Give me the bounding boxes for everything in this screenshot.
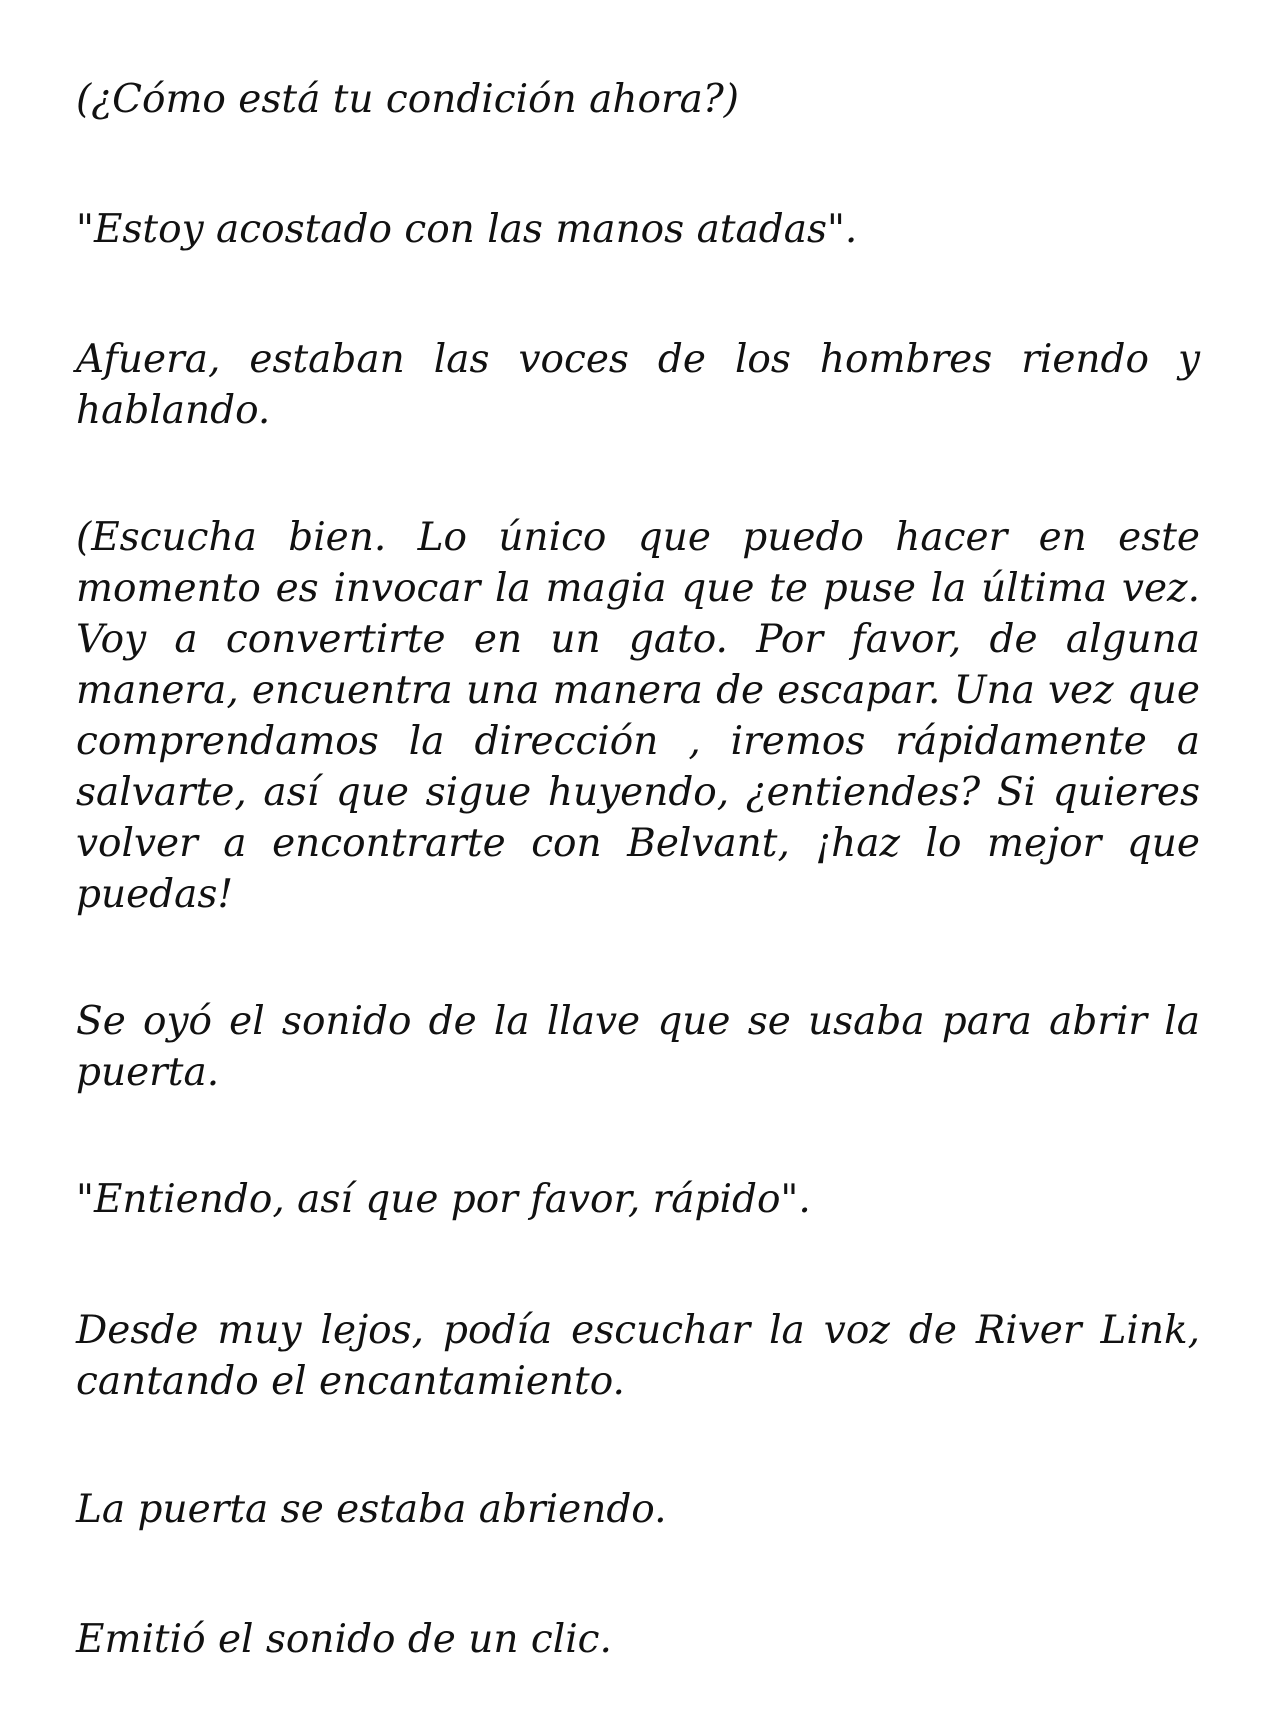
paragraph-understand-hurry: "Entiendo, así que por favor, rápido". bbox=[76, 1177, 811, 1222]
paragraph-voices-outside: Afuera, estaban las voces de los hombres riendo y hablando. bbox=[76, 337, 1200, 433]
paragraph-hands-tied: "Estoy acostado con las manos atadas". bbox=[76, 207, 858, 252]
paragraph-door-opening: La puerta se estaba abriendo. bbox=[76, 1487, 667, 1532]
paragraph-key-sound: Se oyó el sonido de la llave que se usaba para abrir la puerta. bbox=[76, 999, 1200, 1095]
paragraph-river-link-voice: Desde muy lejos, podía escuchar la voz de River Link, cantando el encantamiento. bbox=[76, 1308, 1200, 1404]
paragraph-condition-question: (¿Cómo está tu condición ahora?) bbox=[76, 77, 739, 122]
paragraph-click-sound: Emitió el sonido de un clic. bbox=[76, 1617, 612, 1662]
paragraph-magic-instructions: (Escucha bien. Lo único que puedo hacer en este momento es invocar la magia que te puse la última vez. Voy a convertirte en un gato. Por favor, de alguna manera, encuentra una manera de escapar. Una vez que comprendamos la dirección , iremos rápidamente a salvarte, así que sigue huyendo, ¿entiendes? Si quieres volver a encontrarte con Belvant, ¡haz lo mejor que puedas! bbox=[76, 515, 1200, 917]
